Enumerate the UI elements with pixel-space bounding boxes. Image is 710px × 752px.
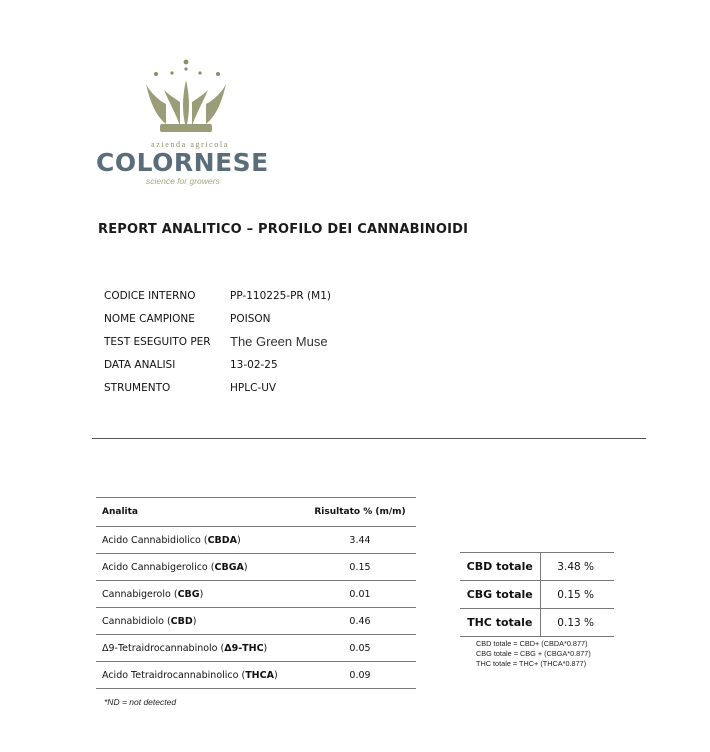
analyte-name: Acido Tetraidrocannabinolico (THCA) bbox=[96, 662, 304, 689]
table-row bbox=[96, 554, 416, 581]
analyte-result: 0.15 bbox=[304, 554, 416, 581]
info-value: HPLC-UV bbox=[230, 382, 277, 394]
info-value: POISON bbox=[230, 313, 271, 325]
analyte-name: Acido Cannabidiolico (CBDA) bbox=[96, 527, 304, 554]
total-value: 3.48 % bbox=[540, 553, 614, 581]
table-row bbox=[96, 608, 416, 635]
analyte-name: Δ9-Tetraidrocannabinolo (Δ9-THC) bbox=[96, 635, 304, 662]
section-divider bbox=[92, 438, 646, 439]
crown-logo-icon bbox=[142, 58, 234, 148]
analyte-result: 0.01 bbox=[304, 581, 416, 608]
totals-row bbox=[460, 553, 614, 581]
info-label: CODICE INTERNO bbox=[104, 290, 196, 302]
analyte-result: 0.09 bbox=[304, 662, 416, 689]
results-table bbox=[96, 497, 416, 689]
total-label: THC totale bbox=[460, 609, 540, 637]
formula-line: CBD totale = CBD+ (CBDA*0.877) bbox=[476, 639, 588, 648]
total-value: 0.15 % bbox=[540, 581, 614, 609]
logo-brand-name: COLORNESE bbox=[96, 148, 269, 177]
table-row bbox=[96, 662, 416, 689]
total-formulas bbox=[476, 639, 591, 669]
logo-subtitle: azienda agricola bbox=[151, 140, 229, 149]
header-result: Risultato % (m/m) bbox=[304, 498, 416, 527]
formula-line: CBG totale = CBG + (CBGA*0.877) bbox=[476, 649, 591, 658]
analyte-name: Cannabigerolo (CBG) bbox=[96, 581, 304, 608]
analyte-name: Acido Cannabigerolico (CBGA) bbox=[96, 554, 304, 581]
info-value: 13-02-25 bbox=[230, 359, 278, 371]
info-label: STRUMENTO bbox=[104, 382, 171, 394]
info-value: PP-110225-PR (M1) bbox=[230, 290, 331, 302]
footnote: *ND = not detected bbox=[104, 697, 177, 707]
info-value: The Green Muse bbox=[230, 334, 328, 349]
table-row bbox=[96, 581, 416, 608]
header-analyte: Analita bbox=[96, 498, 304, 527]
totals-row bbox=[460, 609, 614, 637]
table-row bbox=[96, 527, 416, 554]
table-row bbox=[96, 635, 416, 662]
info-label: DATA ANALISI bbox=[104, 359, 176, 371]
total-label: CBG totale bbox=[460, 581, 540, 609]
analyte-result: 0.05 bbox=[304, 635, 416, 662]
total-label: CBD totale bbox=[460, 553, 540, 581]
table-header-row bbox=[96, 498, 416, 527]
analyte-name: Cannabidiolo (CBD) bbox=[96, 608, 304, 635]
info-label: NOME CAMPIONE bbox=[104, 313, 195, 325]
formula-line: THC totale = THC+ (THCA*0.877) bbox=[476, 659, 587, 668]
logo-tagline: science for growers bbox=[146, 176, 220, 186]
analyte-result: 3.44 bbox=[304, 527, 416, 554]
totals-table bbox=[460, 552, 614, 637]
total-value: 0.13 % bbox=[540, 609, 614, 637]
totals-row bbox=[460, 581, 614, 609]
info-label: TEST ESEGUITO PER bbox=[104, 336, 211, 348]
report-title: REPORT ANALITICO – PROFILO DEI CANNABINOIDI bbox=[98, 222, 469, 237]
analyte-result: 0.46 bbox=[304, 608, 416, 635]
company-logo bbox=[88, 52, 288, 192]
